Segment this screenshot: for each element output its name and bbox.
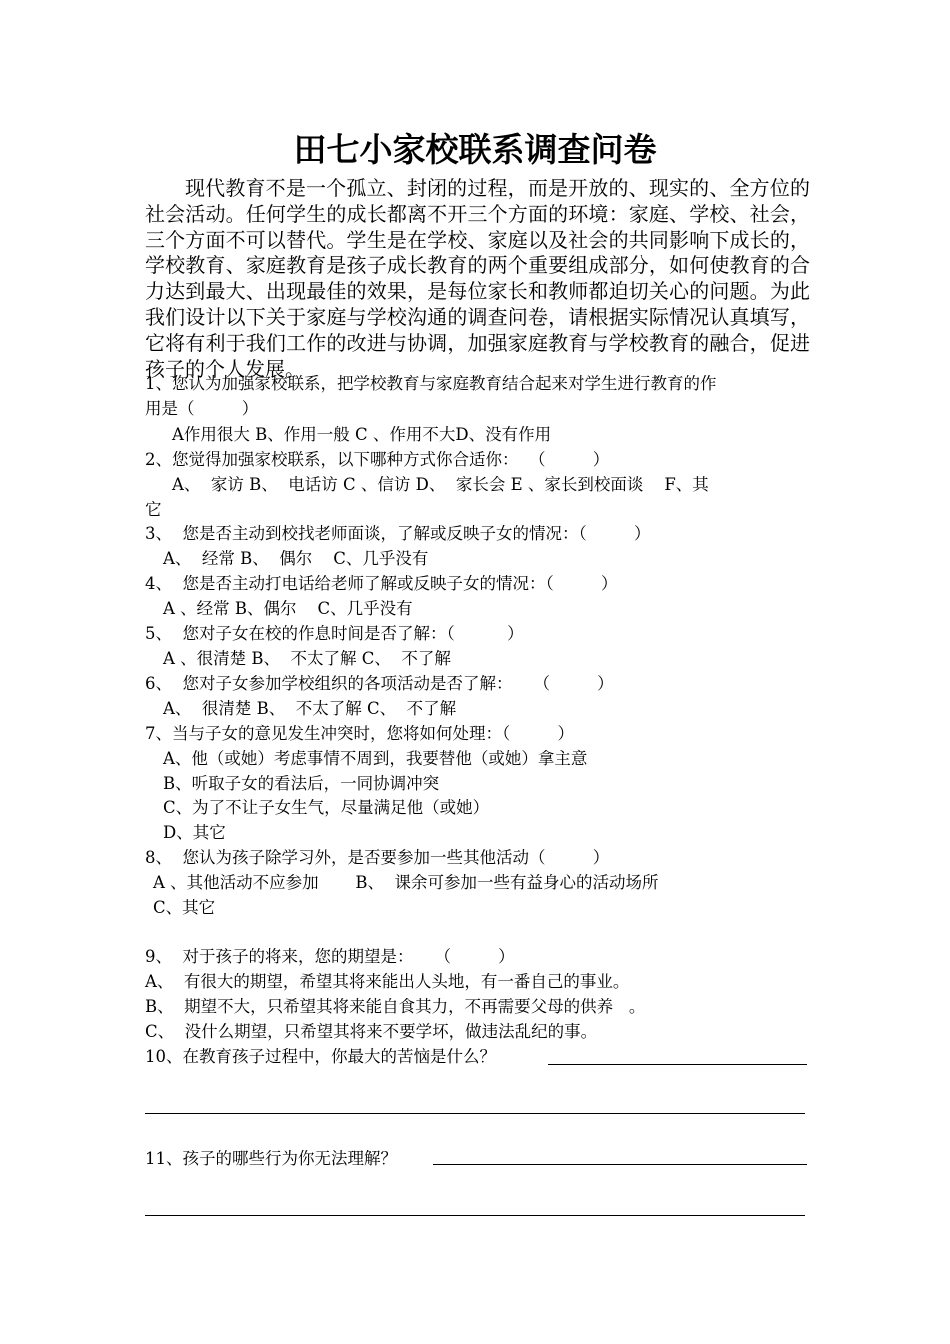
q2-options: A、 家访 B、 电话访 C 、信访 D、 家长会 E 、家长到校面谈 F、其 <box>172 475 709 494</box>
q9-option-a: A、 有很大的期望，希望其将来能出人头地，有一番自己的事业。 <box>145 972 630 991</box>
q7-option-a: A、他（或她）考虑事情不周到，我要替他（或她）拿主意 <box>163 749 588 768</box>
q9-option-c: C、 没什么期望，只希望其将来不要学坏，做违法乱纪的事。 <box>145 1022 598 1041</box>
q9-question: 9、 对于孩子的将来，您的期望是： （ ） <box>145 947 515 966</box>
q11-answer-line-2[interactable] <box>145 1215 805 1216</box>
q1-options: A作用很大 B、作用一般 C 、作用不大D、没有作用 <box>172 425 552 444</box>
q5-question: 5、 您对子女在校的作息时间是否了解：（ ） <box>145 624 524 643</box>
q8-question: 8、 您认为孩子除学习外，是否要参加一些其他活动（ ） <box>145 848 610 867</box>
q8-options: A 、其他活动不应参加 B、 课余可参加一些有益身心的活动场所 <box>153 873 659 892</box>
q10-question: 10、在教育孩子过程中，你最大的苦恼是什么？ <box>145 1047 496 1066</box>
q8-options-cont: C、其它 <box>153 898 216 917</box>
q6-question: 6、 您对子女参加学校组织的各项活动是否了解： （ ） <box>145 674 614 693</box>
q3-question: 3、 您是否主动到校找老师面谈，了解或反映子女的情况：（ ） <box>145 524 651 543</box>
q9-option-b: B、 期望不大，只希望其将来能自食其力，不再需要父母的供养 。 <box>145 997 646 1016</box>
q7-option-d: D、其它 <box>163 823 226 842</box>
q1-question: 1、您认为加强家校联系，把学校教育与家庭教育结合起来对学生进行教育的作 <box>145 374 717 393</box>
q3-options: A、 经常 B、 偶尔 C、几乎没有 <box>163 549 429 568</box>
page-title: 田七小家校联系调查问卷 <box>293 130 657 169</box>
q4-question: 4、 您是否主动打电话给老师了解或反映子女的情况：（ ） <box>145 574 618 593</box>
intro-paragraph: 现代教育不是一个孤立、封闭的过程，而是开放的、现实的、全方位的社会活动。任何学生的成长都离不开三个方面的环境：家庭、学校、社会，三个方面不可以替代。学生是在学校、家庭以及社会的共同影响下成长的，学校教育、家庭教育是孩子成长教育的两个重要组成部分，如何使教育的合力达到最大、出现最佳的效果，是每位家长和教师都迫切关心的问题。为此我们设计以下关于家庭与学校沟通的调查问卷，请根据实际情况认真填写，它将有利于我们工作的改进与协调，加强家庭教育与学校教育的融合，促进孩子的个人发展。 <box>145 176 810 381</box>
q6-options: A、 很清楚 B、 不太了解 C、 不了解 <box>163 699 457 718</box>
q10-answer-line-2[interactable] <box>145 1113 805 1114</box>
q7-option-c: C、为了不让子女生气，尽量满足他（或她） <box>163 798 490 817</box>
q7-option-b: B、听取子女的看法后，一同协调冲突 <box>163 774 440 793</box>
q2-options-cont: 它 <box>145 500 162 519</box>
q10-answer-line[interactable] <box>548 1064 807 1065</box>
q7-question: 7、当与子女的意见发生冲突时，您将如何处理：（ ） <box>145 724 574 743</box>
q5-options: A 、很清楚 B、 不太了解 C、 不了解 <box>163 649 451 668</box>
q4-options: A 、经常 B、偶尔 C、几乎没有 <box>163 599 413 618</box>
q11-question: 11、孩子的哪些行为你无法理解？ <box>145 1149 397 1168</box>
q2-question: 2、您觉得加强家校联系，以下哪种方式你合适你： （ ） <box>145 450 610 469</box>
q1-question-cont: 用是（ ） <box>145 399 259 418</box>
q11-answer-line[interactable] <box>433 1164 807 1165</box>
